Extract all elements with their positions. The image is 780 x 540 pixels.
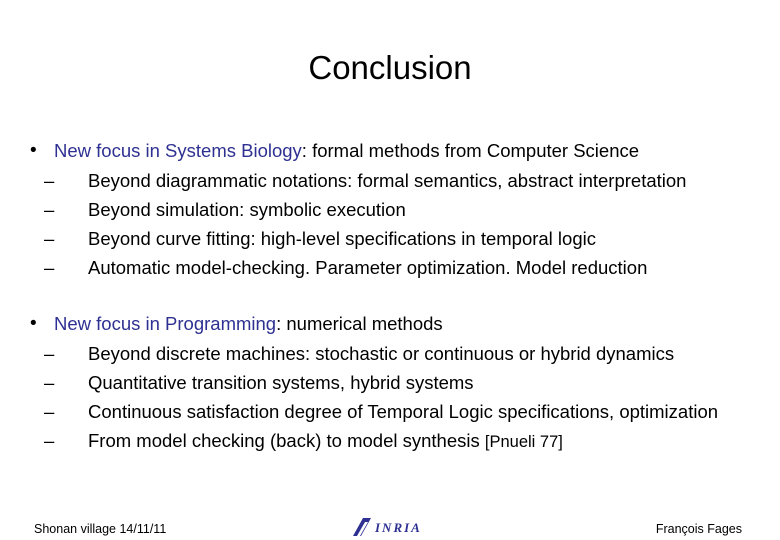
slide-title: Conclusion	[308, 49, 472, 86]
sub-item	[44, 253, 647, 282]
inria-logo	[351, 516, 431, 538]
sub-item-text: Automatic model-checking. Parameter optimization. Model reduction	[88, 257, 648, 278]
logo-text: INRIA	[375, 520, 422, 535]
dash-marker: –	[44, 228, 55, 249]
focus-label: New focus in Systems Biology	[54, 140, 302, 161]
bullet-marker: •	[30, 140, 37, 161]
sub-item	[44, 224, 596, 253]
focus-label: New focus in Programming	[54, 313, 277, 334]
sub-item-text: From model checking (back) to model synthesis	[88, 430, 485, 451]
sub-item-text: Beyond curve fitting: high-level specifications in temporal logic	[88, 228, 596, 249]
bullet-rest: : numerical methods	[276, 313, 443, 334]
bullet-main-line	[54, 137, 639, 165]
sub-item	[44, 397, 718, 426]
sub-item	[44, 426, 563, 457]
bullet-main-line	[54, 310, 443, 338]
sub-item	[44, 339, 674, 368]
sub-item-text: Continuous satisfaction degree of Temporal Logic specifications, optimization	[88, 401, 719, 422]
dash-marker: –	[44, 430, 55, 451]
sub-item-text: Quantitative transition systems, hybrid systems	[88, 372, 474, 393]
dash-marker: –	[44, 343, 55, 364]
bullet-rest: : formal methods from Computer Science	[301, 140, 640, 161]
footer-author: François Fages	[655, 522, 742, 536]
dash-marker: –	[44, 401, 55, 422]
logo-mark-icon	[353, 518, 371, 536]
dash-marker: –	[44, 257, 55, 278]
sub-item-text: Beyond discrete machines: stochastic or continuous or hybrid dynamics	[88, 343, 675, 364]
sub-item	[44, 195, 406, 224]
bullet-marker: •	[30, 313, 37, 334]
sub-item	[44, 368, 474, 397]
sub-item-text: Beyond simulation: symbolic execution	[88, 199, 406, 220]
citation: [Pnueli 77]	[484, 433, 563, 451]
sub-item	[44, 166, 686, 195]
dash-marker: –	[44, 372, 55, 393]
dash-marker: –	[44, 199, 55, 220]
sub-item-text: Beyond diagrammatic notations: formal semantics, abstract interpretation	[88, 170, 687, 191]
footer-venue-date: Shonan village 14/11/11	[34, 522, 167, 536]
dash-marker: –	[44, 170, 55, 191]
